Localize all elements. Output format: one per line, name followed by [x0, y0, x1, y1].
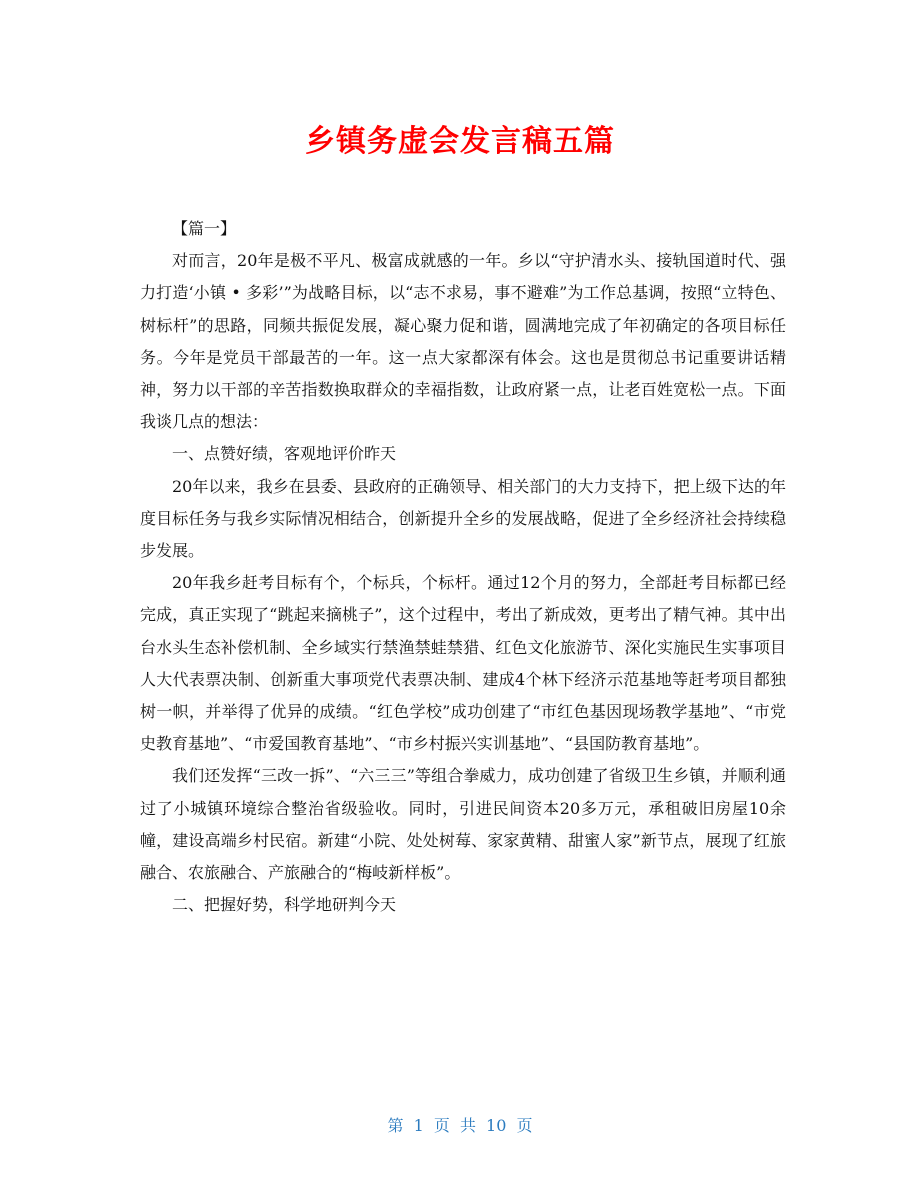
section-heading: 一、点赞好绩，客观地评价昨天: [172, 444, 397, 464]
body-paragraph: 20年我乡赶考目标有个，个标兵，个标杆。通过12个月的努力，全部赶考目标都已经完成，真正实现了“跳起来摘桃子”，这个过程中，考出了新成效，更考出了精气神。其中出台水头生态补偿机制、全乡域实行禁渔禁蛙禁猎、红色文化旅游节、深化实施民生实事项目人大代表票决制、创新重大事项党代表票决制、建成4个林下经济示范基地等赶考项目都独树一帜，并举得了优异的成绩。“红色学校”成功创建了“市红色基因现场教学基地”、“市党史教育基地”、“市爱国教育基地”、“市乡村振兴实训基地”、“县国防教育基地”。: [140, 573, 786, 754]
page-number-footer: 第 1 页 共 10 页: [387, 1116, 533, 1135]
section-marker: 【篇一】: [172, 219, 237, 238]
body-paragraph: 对而言，20年是极不平凡、极富成就感的一年。乡以“守护清水头、接轨国道时代、强力打造‘小镇 • 多彩’”为战略目标，以“志不求易，事不避难”为工作总基调，按照“立特色、树标杆”的思路，同频共振促发展，凝心聚力促和谐，圆满地完成了年初确定的各项目标任务。今年是党员干部最苦的一年。这一点大家都深有体会。这也是贯彻总书记重要讲话精神，努力以干部的辛苦指数换取群众的幸福指数，让政府紧一点，让老百姓宽松一点。下面我谈几点的想法：: [140, 251, 786, 432]
section-heading: 二、把握好势，科学地研判今天: [172, 895, 397, 915]
document-body: [140, 213, 786, 921]
body-paragraph: 我们还发挥“三改一拆”、“六三三”等组合拳威力，成功创建了省级卫生乡镇，并顺利通过了小城镇环境综合整治省级验收。同时，引进民间资本20多万元，承租破旧房屋10余幢，建设高端乡村民宿。新建“小院、处处树莓、家家黄精、甜蜜人家”新节点，展现了红旅融合、农旅融合、产旅融合的“梅岐新样板”。: [140, 766, 786, 883]
body-paragraph: 20年以来，我乡在县委、县政府的正确领导、相关部门的大力支持下，把上级下达的年度目标任务与我乡实际情况相结合，创新提升全乡的发展战略，促进了全乡经济社会持续稳步发展。: [140, 476, 786, 561]
document-title: 乡镇务虚会发言稿五篇: [305, 124, 615, 159]
